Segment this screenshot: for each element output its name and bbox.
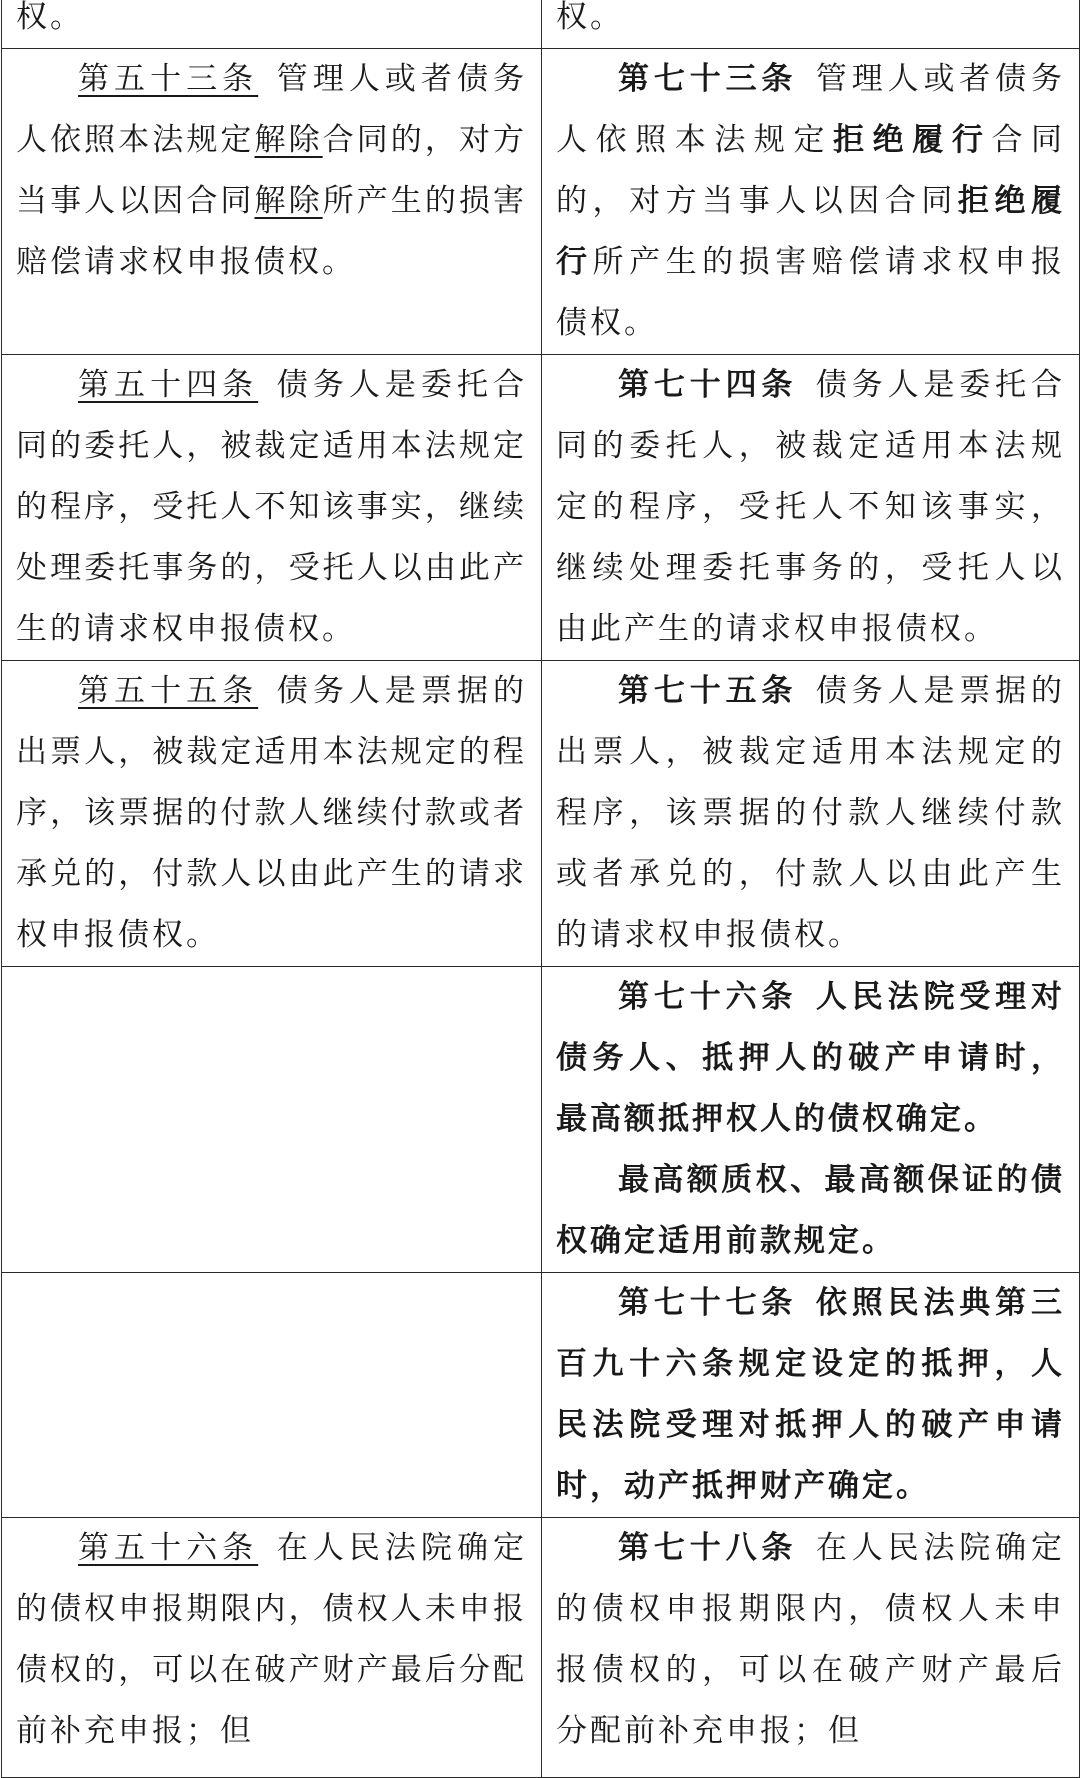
new-law-cell <box>542 1518 1080 1778</box>
article-paragraph <box>16 49 527 293</box>
article-text: 人民法院受理对债务人、抵押人的破产申请时，最高额抵押权人的债权确定。 <box>556 979 1066 1137</box>
law-comparison-table <box>1 0 1080 1778</box>
table-row <box>2 1273 1080 1518</box>
article-text: 所产生的损害赔偿请求权申报债权。 <box>16 183 528 280</box>
changed-term: 拒绝履行 <box>833 122 992 158</box>
article-text: 依照民法典第三百九十六条规定设定的抵押，人民法院受理对抵押人的破产申请时，动产抵押财产确定。 <box>556 1285 1066 1504</box>
article-text: 在人民法院确定的债权申报期限内，债权人未申报债权的，可以在破产财产最后分配前补充申报；但 <box>16 1530 528 1749</box>
new-law-cell <box>542 967 1080 1273</box>
old-law-cell-empty <box>2 1273 542 1518</box>
article-paragraph <box>16 355 527 660</box>
article-paragraph <box>556 1273 1065 1517</box>
article-number: 第五十四条 <box>78 367 259 403</box>
table-row <box>2 355 1080 661</box>
article-text: 在人民法院确定的债权申报期限内，债权人未申报债权的，可以在破产财产最后分配前补充申报；但 <box>556 1530 1066 1749</box>
new-law-cell <box>542 1273 1080 1518</box>
article-paragraph <box>556 49 1065 354</box>
article-text: 债务人是委托合同的委托人，被裁定适用本法规定的程序，受托人不知该事实，继续处理委托事务的，受托人以由此产生的请求权申报债权。 <box>16 367 528 647</box>
article-paragraph <box>556 967 1065 1150</box>
table-row <box>2 49 1080 355</box>
article-text: 所产生的损害赔偿请求权申报债权。 <box>556 244 1066 341</box>
article-text: 管理人或者债务人依照本法规定 <box>16 61 528 158</box>
article-number: 第七十三条 <box>618 61 798 97</box>
old-law-cell <box>2 355 542 661</box>
article-paragraph <box>16 661 527 966</box>
article-number: 第七十八条 <box>618 1530 798 1566</box>
new-law-cell <box>542 661 1080 967</box>
article-text: 管理人或者债务人依照本法规定 <box>556 61 1066 158</box>
old-law-cell <box>2 661 542 967</box>
new-law-cell <box>542 355 1080 661</box>
changed-term: 拒绝履行 <box>556 183 1065 280</box>
article-number: 第五十三条 <box>78 61 259 97</box>
table-row <box>2 1518 1080 1778</box>
old-law-cell <box>2 0 542 49</box>
article-text: 债务人是票据的出票人，被裁定适用本法规定的程序，该票据的付款人继续付款或者承兑的，付款人以由此产生的请求权申报债权。 <box>556 673 1066 953</box>
article-number: 第七十七条 <box>618 1285 798 1321</box>
table-row <box>2 661 1080 967</box>
old-law-cell <box>2 1518 542 1778</box>
article-number: 第五十五条 <box>78 673 259 709</box>
article-paragraph <box>16 1518 527 1762</box>
article-paragraph <box>556 1518 1065 1762</box>
cell-text: 权。 <box>16 0 84 35</box>
article-paragraph <box>556 661 1065 966</box>
article-number: 第七十六条 <box>618 979 798 1015</box>
table-row <box>2 967 1080 1273</box>
article-number: 第七十四条 <box>618 367 798 403</box>
article-paragraph <box>556 355 1065 660</box>
article-text: 债务人是票据的出票人，被裁定适用本法规定的程序，该票据的付款人继续付款或者承兑的，付款人以由此产生的请求权申报债权。 <box>16 673 528 953</box>
article-paragraph-2: 最高额质权、最高额保证的债权确定适用前款规定。 <box>556 1162 1065 1259</box>
changed-term: 解除 <box>254 122 323 158</box>
article-text: 债务人是委托合同的委托人，被裁定适用本法规定的程序，受托人不知该事实，继续处理委托事务的，受托人以由此产生的请求权申报债权。 <box>556 367 1066 647</box>
changed-term: 解除 <box>254 183 323 219</box>
article-number: 第五十六条 <box>78 1530 259 1566</box>
article-text: 合同的，对方当事人以因合同 <box>16 122 528 219</box>
new-law-cell <box>542 0 1080 49</box>
new-law-cell <box>542 49 1080 355</box>
article-number: 第七十五条 <box>618 673 798 709</box>
table-row <box>2 0 1080 49</box>
old-law-cell-empty <box>2 967 542 1273</box>
old-law-cell <box>2 49 542 355</box>
cell-text: 权。 <box>556 0 624 35</box>
article-text: 合同的，对方当事人以因合同 <box>556 122 1066 219</box>
